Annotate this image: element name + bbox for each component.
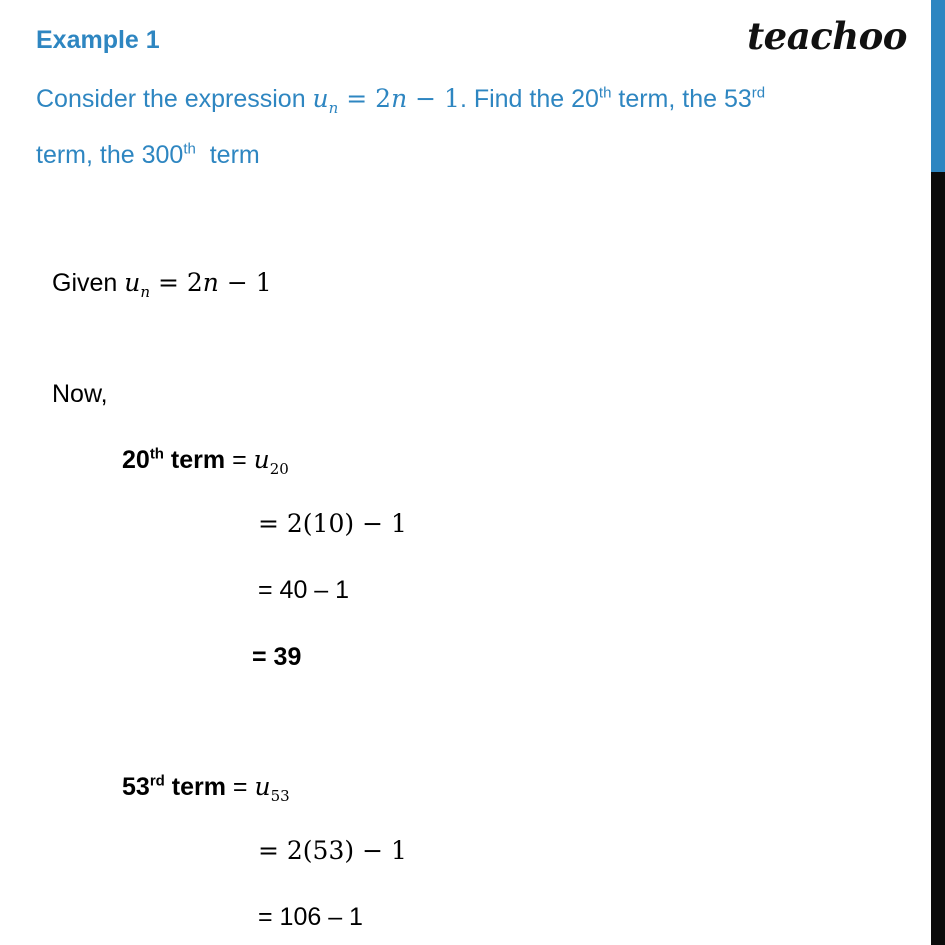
math-expr: = 2 — [338, 84, 392, 113]
term-20-sub: 20 — [269, 460, 289, 478]
term-53-sup: rd — [149, 772, 165, 790]
term-53-num: 53 — [122, 773, 150, 801]
term-20-step1: = 2(10) − 1 — [258, 509, 407, 538]
term-53-u: u — [254, 772, 271, 801]
question-text-3: term, the 53 — [611, 85, 752, 113]
term-20-line — [122, 445, 289, 478]
scrollbar-lower[interactable] — [931, 172, 945, 945]
term-20-step2: = 40 – 1 — [258, 576, 350, 604]
term-53-eq: = — [225, 773, 255, 801]
now-label: Now, — [52, 380, 108, 408]
term-20-sup: th — [149, 445, 164, 463]
term-53-word: term — [164, 773, 226, 801]
given-u: u — [124, 268, 141, 297]
question-line2-a: term, the 300 — [36, 141, 184, 169]
math-sub-n: n — [328, 99, 339, 117]
given-sub: n — [140, 283, 151, 301]
given-rest: − 1 — [218, 268, 272, 297]
term-53-sub: 53 — [270, 787, 290, 805]
given-line — [52, 268, 272, 301]
given-n: n — [202, 268, 219, 297]
term-20-eq: = — [225, 446, 254, 474]
teachoo-logo: teachoo — [747, 14, 907, 58]
question-line-1 — [36, 84, 766, 117]
math-minus-one: − 1 — [407, 84, 460, 113]
question-line2-b: term — [195, 141, 260, 169]
term-53-step1: = 2(53) − 1 — [258, 836, 407, 865]
question-text-1: Consider the expression — [36, 85, 313, 113]
term-53-line — [122, 772, 290, 805]
math-u: u — [312, 84, 329, 113]
given-eq: = 2 — [150, 268, 203, 297]
term-20-num: 20 — [122, 446, 150, 474]
term-20-answer: = 39 — [252, 643, 302, 671]
example-title: Example 1 — [36, 26, 160, 54]
scrollbar-thumb[interactable] — [931, 0, 945, 172]
given-label: Given — [52, 269, 125, 297]
term-20-word: term — [163, 446, 226, 474]
question-line2-sup: th — [183, 140, 196, 158]
question-text-2: . Find the 20 — [459, 85, 599, 113]
term-53-step2: = 106 – 1 — [258, 903, 363, 931]
sup-th: th — [598, 84, 612, 102]
math-n: n — [391, 84, 408, 113]
term-20-u: u — [253, 445, 270, 474]
sup-rd: rd — [751, 84, 766, 102]
question-line-2 — [36, 141, 260, 170]
